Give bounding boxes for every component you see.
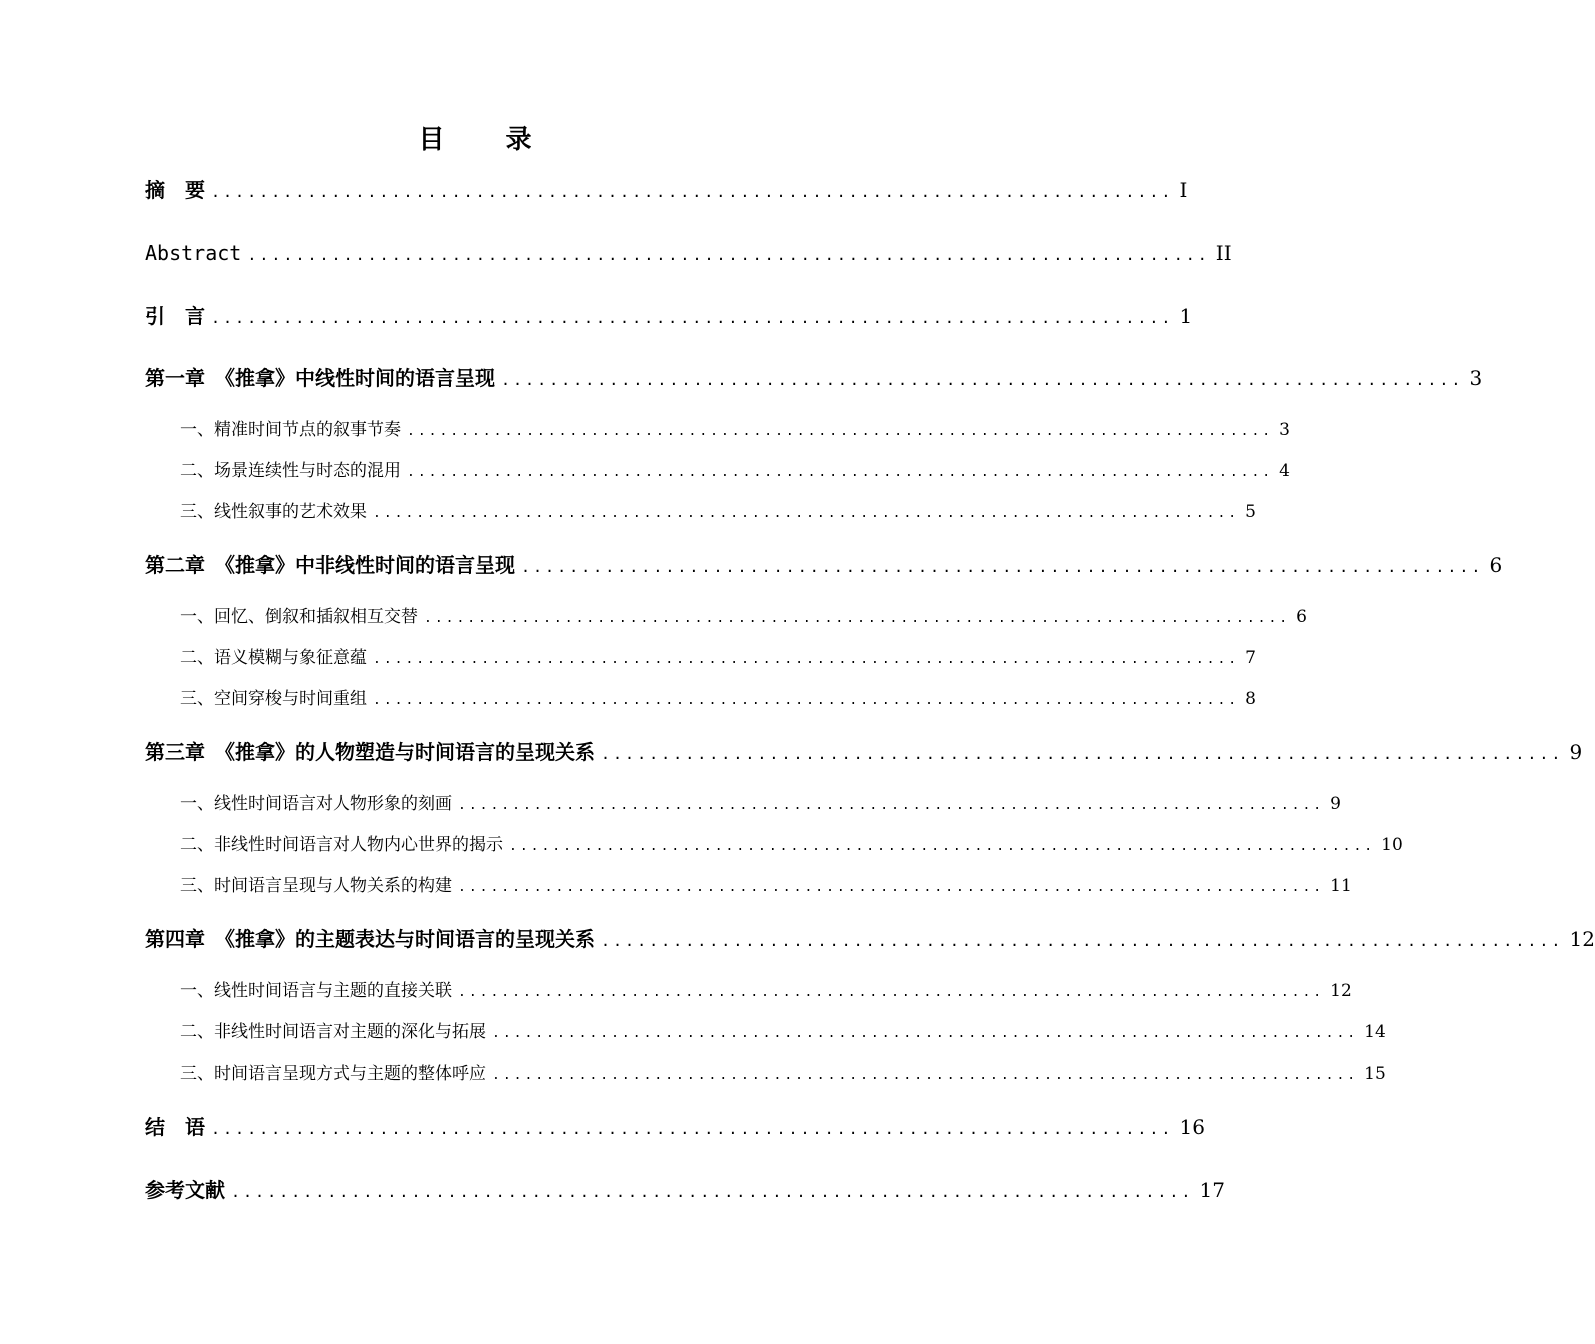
toc-entry-label: 第四章 《推拿》的主题表达与时间语言的呈现关系 [145,927,595,951]
dot-leader: ................................................................................ [407,465,1274,480]
dot-leader: ................................................................................ [458,798,1325,813]
toc-entry-introduction[interactable] [145,302,1193,332]
toc-entry-page: 12 [1569,927,1595,951]
toc-entry-page: 8 [1245,689,1256,709]
toc-entry-page: 4 [1279,461,1290,481]
toc-entry-section-1-1[interactable] [180,418,1290,444]
dot-leader: ................................................................................ [373,506,1240,521]
toc-entry-label: 三、线性叙事的艺术效果 [180,502,367,522]
toc-entry-label: 一、线性时间语言对人物形象的刻画 [180,794,452,814]
toc-entry-section-4-2[interactable] [180,1020,1386,1046]
dot-leader: ................................................................................ [424,611,1291,626]
toc-entry-page: 3 [1469,366,1483,390]
toc-entry-section-2-2[interactable] [180,646,1256,672]
toc-entry-section-2-1[interactable] [180,605,1307,631]
dot-leader: ................................................................................ [601,745,1564,763]
toc-title: 目 录 [418,125,558,155]
dot-leader: ................................................................................ [458,985,1325,1000]
dot-leader: ................................................................................ [247,246,1210,264]
toc-entry-chapter-2[interactable] [145,551,1503,581]
toc-entry-chapter-1[interactable] [145,364,1483,394]
toc-entry-page: 12 [1330,981,1352,1001]
toc-entry-label: 引 言 [145,304,205,328]
toc-entry-label: 参考文献 [145,1178,225,1202]
toc-entry-page: 15 [1364,1064,1386,1084]
toc-entry-page: I [1179,178,1188,202]
toc-entry-label: 一、精准时间节点的叙事节奏 [180,420,401,440]
dot-leader: ................................................................................ [373,693,1240,708]
toc-entry-page: 6 [1296,607,1307,627]
toc-entry-abstract-zh[interactable] [145,176,1188,206]
toc-entry-label: 第二章 《推拿》中非线性时间的语言呈现 [145,553,515,577]
toc-entry-page: 7 [1245,648,1256,668]
toc-entry-label: 第一章 《推拿》中线性时间的语言呈现 [145,366,495,390]
dot-leader: ................................................................................ [373,652,1240,667]
toc-entry-chapter-3[interactable] [145,738,1583,768]
toc-entry-label: 二、非线性时间语言对主题的深化与拓展 [180,1022,486,1042]
toc-entry-section-3-3[interactable] [180,874,1352,900]
toc-entry-page: 16 [1179,1115,1205,1139]
toc-entry-label: 三、时间语言呈现方式与主题的整体呼应 [180,1064,486,1084]
toc-entry-label: Abstract [145,241,242,265]
toc-entry-page: 14 [1364,1022,1386,1042]
toc-entry-page: II [1215,241,1232,265]
toc-entry-section-2-3[interactable] [180,687,1256,713]
toc-entry-page: 17 [1199,1178,1225,1202]
toc-entry-label: 二、语义模糊与象征意蕴 [180,648,367,668]
toc-entry-label: 结 语 [145,1115,205,1139]
toc-entry-page: 9 [1569,740,1583,764]
toc-entry-chapter-4[interactable] [145,925,1595,955]
dot-leader: ................................................................................ [211,183,1174,201]
toc-entry-section-3-2[interactable] [180,833,1403,859]
toc-entry-label: 二、非线性时间语言对人物内心世界的揭示 [180,835,503,855]
toc-entry-conclusion[interactable] [145,1113,1205,1143]
toc-entry-page: 1 [1179,304,1193,328]
dot-leader: ................................................................................ [509,839,1376,854]
dot-leader: ................................................................................ [501,371,1464,389]
dot-leader: ................................................................................ [231,1183,1194,1201]
dot-leader: ................................................................................ [458,880,1325,895]
dot-leader: ................................................................................ [492,1026,1359,1041]
toc-entry-abstract-en[interactable] [145,239,1232,269]
dot-leader: ................................................................................ [211,309,1174,327]
toc-entry-section-1-3[interactable] [180,500,1256,526]
toc-entry-page: 9 [1330,794,1341,814]
toc-entry-page: 11 [1330,876,1352,896]
toc-entry-label: 摘 要 [145,178,205,202]
toc-entry-references[interactable] [145,1176,1225,1206]
toc-entry-page: 3 [1279,420,1290,440]
toc-entry-label: 一、线性时间语言与主题的直接关联 [180,981,452,1001]
toc-entry-section-4-1[interactable] [180,979,1352,1005]
dot-leader: ................................................................................ [407,424,1274,439]
toc-entry-section-3-1[interactable] [180,792,1341,818]
dot-leader: ................................................................................ [492,1068,1359,1083]
dot-leader: ................................................................................ [601,932,1564,950]
toc-entry-page: 10 [1381,835,1403,855]
toc-entry-label: 第三章 《推拿》的人物塑造与时间语言的呈现关系 [145,740,595,764]
toc-entry-label: 二、场景连续性与时态的混用 [180,461,401,481]
toc-entry-section-4-3[interactable] [180,1062,1386,1088]
toc-entry-label: 三、空间穿梭与时间重组 [180,689,367,709]
dot-leader: ................................................................................ [211,1120,1174,1138]
toc-entry-page: 5 [1245,502,1256,522]
toc-entry-label: 三、时间语言呈现与人物关系的构建 [180,876,452,896]
dot-leader: ................................................................................ [521,558,1484,576]
toc-entry-section-1-2[interactable] [180,459,1290,485]
toc-entry-page: 6 [1489,553,1503,577]
toc-entry-label: 一、回忆、倒叙和插叙相互交替 [180,607,418,627]
